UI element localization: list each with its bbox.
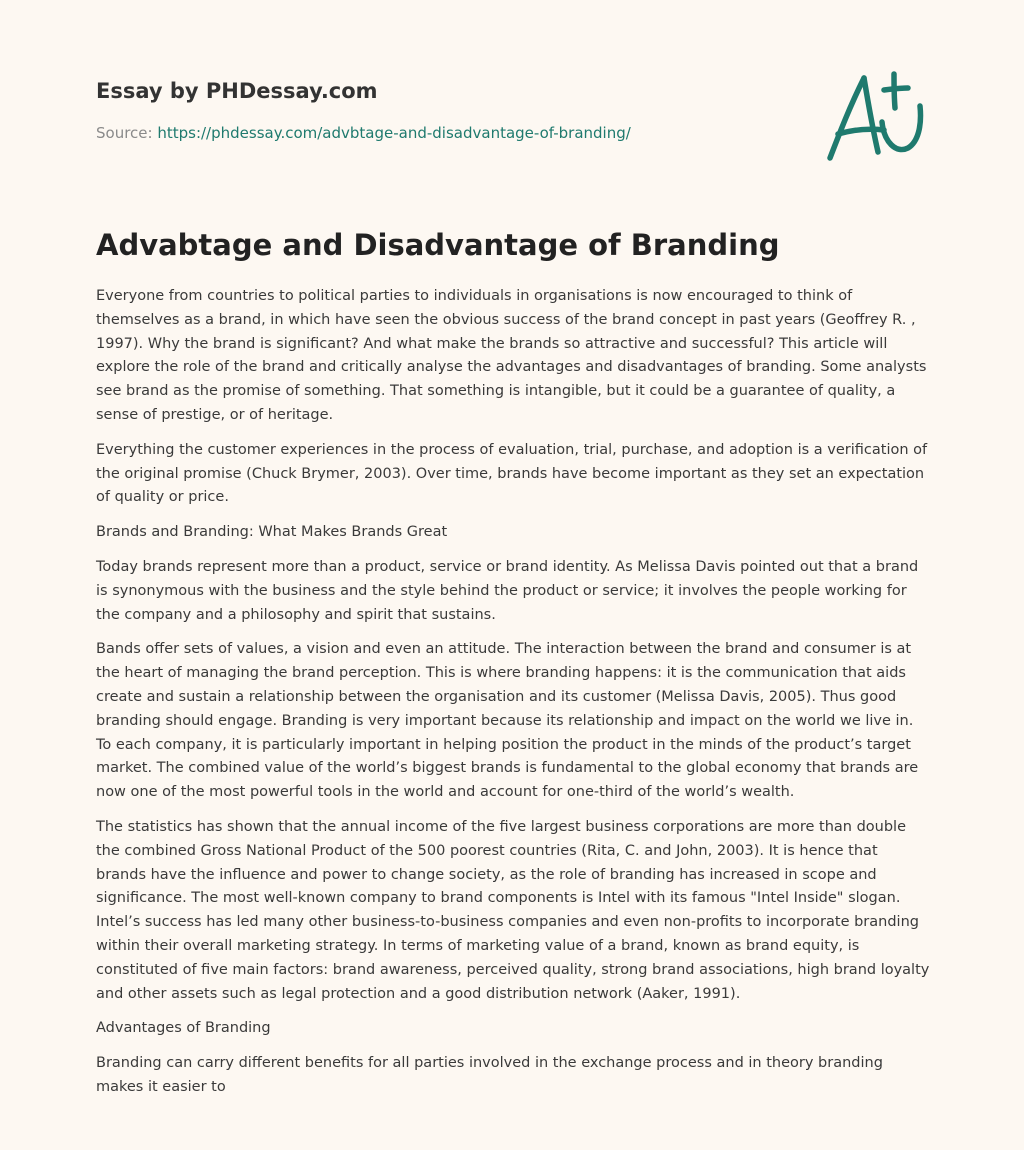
source-link[interactable]: https://phdessay.com/advbtage-and-disadvantage-of-branding/ — [157, 124, 631, 142]
a-plus-logo-icon — [824, 68, 928, 164]
essay-title: Advabtage and Disadvantage of Branding — [96, 228, 780, 262]
paragraph-6: Branding can carry different benefits for all parties involved in the exchange process and in theory branding makes it easier to — [96, 1055, 883, 1095]
paragraph-1: Everyone from countries to political parties to individuals in organisations is now encouraged to think of themselves as a brand, in which have seen the obvious success of the brand concept in past years (Geoffrey R. , 1997). Why the brand is significant? And what make the brands so attractive and successful? This article will explore the role of the brand and critically analyse the advantages and disadvantages of branding. Some analysts see brand as the promise of something. That something is intangible, but it could be a guarantee of quality, a sense of prestige, or of heritage. — [96, 288, 927, 423]
paragraph-2: Everything the customer experiences in the process of evaluation, trial, purchase, and adoption is a verification of the original promise (Chuck Brymer, 2003). Over time, brands have become important as they set an expectation of quality or price. — [96, 441, 928, 506]
paragraph-3: Today brands represent more than a product, service or brand identity. As Melissa Davis pointed out that a brand is synonymous with the business and the style behind the product or service; it involves the people working for the company and a philosophy and spirit that sustains. — [96, 558, 919, 623]
paragraph-5: The statistics has shown that the annual income of the five largest business corporations are more than double the combined Gross National Product of the 500 poorest countries (Rita, C. and John, 2003). It is hence that brands have the influence and power to change society, as the role of branding has increased in scope and significance. The most well-known company to brand components is Intel with its famous "Intel Inside" slogan. Intel’s success has led many other business-to-business companies and even non-profits to incorporate branding within their overall marketing strategy. In terms of marketing value of a brand, known as brand equity, is constituted of five main factors: brand awareness, perceived quality, strong brand associations, high brand loyalty and other assets such as legal protection and a good distribution network (Aaker, 1991). — [96, 818, 930, 1002]
source-label: Source: — [96, 124, 158, 142]
source-line — [96, 123, 631, 143]
essay-body — [96, 285, 931, 1111]
section-heading-brands: Brands and Branding: What Makes Brands Great — [96, 524, 448, 541]
section-heading-advantages: Advantages of Branding — [96, 1020, 271, 1037]
paragraph-4: Bands offer sets of values, a vision and even an attitude. The interaction between the brand and consumer is at the heart of managing the brand perception. This is where branding happens: it is the communication that aids create and sustain a relationship between the organisation and its customer (Melissa Davis, 2005). Thus good branding should engage. Branding is very important because its relationship and impact on the world we live in. To each company, it is particularly important in helping position the product in the minds of the product’s target market. The combined value of the world’s biggest brands is fundamental to the global economy that brands are now one of the most powerful tools in the world and account for one-third of the world’s wealth. — [96, 641, 919, 801]
site-title: Essay by PHDessay.com — [96, 79, 378, 103]
